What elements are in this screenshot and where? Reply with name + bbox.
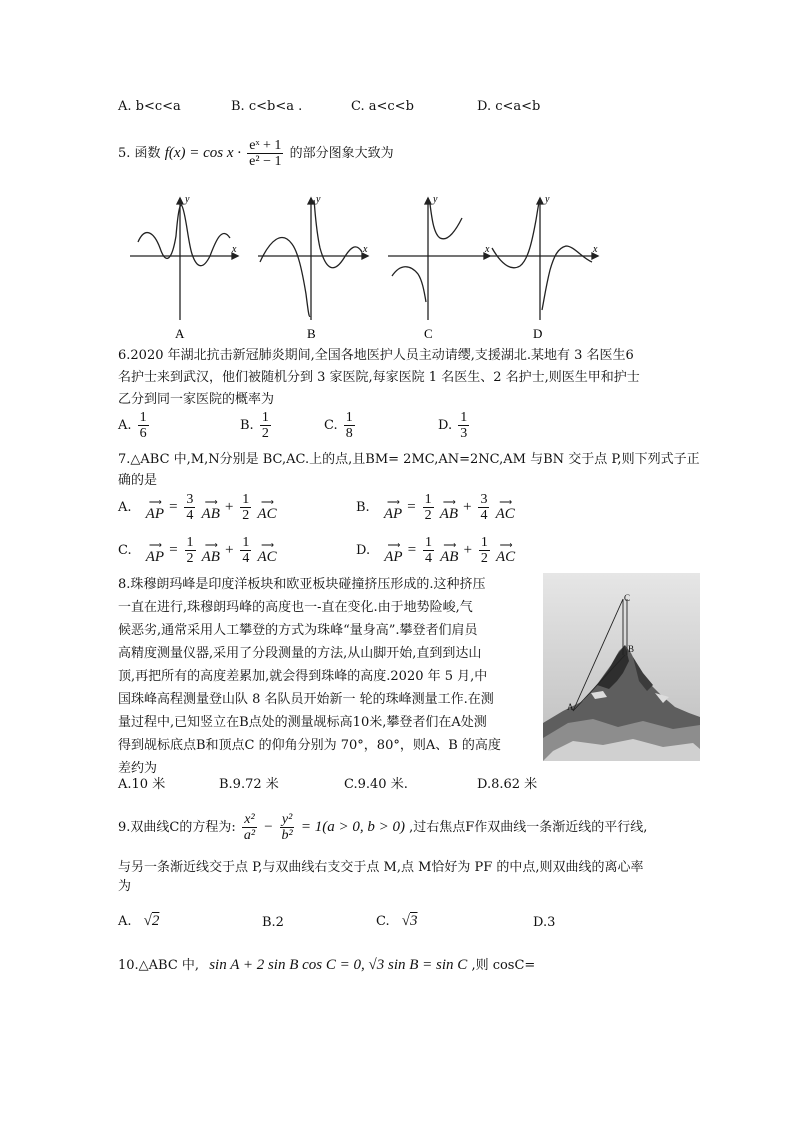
- q8-line-6: 国珠峰高程测量登山队 8 名队员开始新一 轮的珠峰测量工作.在测: [118, 692, 494, 707]
- q9-frac-x: $\frac{\text{x²}}{\text{a²}}$: [243, 812, 256, 843]
- q8-line-3: 候恶劣,通常采用人工攀登的方式为珠峰“量身高”.攀登者们肩员: [118, 623, 478, 638]
- q9-prefix: 9.双曲线C的方程为:: [118, 820, 236, 835]
- q8-label-c: C: [624, 593, 631, 603]
- graph-b: [258, 198, 368, 320]
- q8-label-a: A: [567, 702, 574, 712]
- q5-fraction: [247, 138, 283, 169]
- q8-line-5: 顶,再把所有的高度差累加,就会得到珠峰的高度.2020 年 5 月,中: [118, 669, 488, 684]
- q8-option-d: D.8.62 米: [477, 777, 538, 792]
- q9-option-d: D.3: [533, 915, 556, 930]
- q6-option-d: [438, 410, 471, 441]
- graph-d-y-label: y: [545, 194, 550, 205]
- q8-line-9: 差约为: [118, 761, 158, 776]
- q7-option-a-label: A.: [118, 500, 132, 515]
- q7-option-d: D. ⟶ AP = $\frac{1}{4}$ ⟶ AB + $\frac{1}{2}$ ⟶ AC: [356, 535, 516, 566]
- graph-a-y-label: y: [185, 194, 190, 205]
- graph-b-y-label: y: [316, 194, 321, 205]
- q4-option-a: A. b<c<a: [118, 99, 181, 114]
- q8-option-c: C.9.40 米.: [344, 777, 408, 792]
- graph-d-x-label: x: [593, 244, 598, 255]
- q8-option-a: A.10 米: [118, 777, 166, 792]
- graph-a-label: A: [175, 326, 185, 341]
- graph-b-x-label: x: [363, 244, 368, 255]
- q4-option-b: B. c<b<a .: [231, 99, 303, 114]
- q6-line-2: 名护士来到武汉，他们被随机分到 3 家医院,每家医院 1 名医生、2 名护士,则医生甲和护士: [118, 370, 640, 385]
- q6-option-a-frac: $\frac{1}{6}$: [139, 410, 147, 441]
- graph-d-label: D: [533, 326, 543, 341]
- q5-suffix: 的部分图象大致为: [289, 146, 394, 161]
- q8-mountain-figure: [543, 573, 700, 761]
- q5-frac-den: e² − 1: [249, 154, 282, 169]
- q7-line-2: 确的是: [118, 473, 158, 488]
- q6-option-b-label: B.: [240, 418, 254, 433]
- q5-prefix: 5. 函数: [118, 146, 161, 161]
- graph-b-label: B: [307, 326, 316, 341]
- q8-line-8: 得到觇标底点B和顶点C 的仰角分别为 70°，80°，则A、B 的高度: [118, 738, 501, 753]
- q5-stem: [118, 138, 394, 169]
- q5-function: f(x) = cos x ·: [164, 145, 242, 161]
- graph-a: [130, 198, 238, 320]
- q8-line-1: 8.珠穆朗玛峰是印度洋板块和欧亚板块碰撞挤压形成的.这种挤压: [118, 577, 486, 592]
- q8-option-b: B.9.72 米: [219, 777, 279, 792]
- q5-frac-num: eˣ + 1: [249, 138, 282, 153]
- q9-line-2: 与另一条渐近线交于点 P,与双曲线右支交于点 M,点 M恰好为 PF 的中点,则双曲线的离心率: [118, 860, 644, 875]
- q6-line-3: 乙分到同一家医院的概率为: [118, 392, 275, 407]
- q4-option-d: D. c<a<b: [477, 99, 541, 114]
- q8-line-2: 一直在进行,珠穆朗玛峰的高度也一-直在变化.由于地势险峻,气: [118, 600, 473, 615]
- graph-a-x-label: x: [232, 244, 237, 255]
- q9-equation: = 1(a > 0, b > 0): [300, 819, 405, 835]
- q7-option-c: C. ⟶ AP = $\frac{1}{2}$ ⟶ AB + $\frac{1}{4}$ ⟶ AC: [118, 535, 277, 566]
- q9-option-c: C. √3: [376, 913, 418, 929]
- q8-line-7: 量过程中,已知竖立在B点处的测量觇标高10米,攀登者们在A处测: [118, 715, 487, 730]
- q4-option-c: C. a<c<b: [351, 99, 414, 114]
- graph-c-label: C: [424, 326, 433, 341]
- graph-c-x-label: x: [485, 244, 490, 255]
- q6-option-d-label: D.: [438, 418, 453, 433]
- q6-option-a: [118, 410, 151, 441]
- q7-option-b-label: B.: [356, 500, 370, 515]
- q10-stem: [118, 955, 535, 976]
- q6-option-c-frac: $\frac{1}{8}$: [345, 410, 353, 441]
- graph-c-y-label: y: [433, 194, 438, 205]
- q10-equation: sin A + 2 sin B cos C = 0, √3 sin B = sin C: [209, 957, 468, 973]
- q7-option-a: A. ⟶ AP = $\frac{3}{4}$ ⟶ AB + $\frac{1}{2}$ ⟶ AC: [118, 492, 277, 523]
- q6-option-d-frac: $\frac{1}{3}$: [460, 410, 468, 441]
- q9-line-3: 为: [118, 879, 132, 894]
- q7-option-b: B. ⟶ AP = $\frac{1}{2}$ ⟶ AB + $\frac{3}{4}$ ⟶ AC: [356, 492, 515, 523]
- q7-option-c-label: C.: [118, 543, 132, 558]
- graph-d: [490, 198, 598, 320]
- q6-option-b: [240, 410, 273, 441]
- graph-c: [388, 198, 490, 320]
- q7-line-1: 7.△ABC 中,M,N分别是 BC,AC.上的点,且BM= 2MC,AN=2NC,AM 与BN 交于点 P,则下列式子正: [118, 452, 700, 467]
- q6-option-b-frac: $\frac{1}{2}$: [261, 410, 269, 441]
- q9-stem: 9.双曲线C的方程为: $\frac{\text{x²}}{\text{a²}}$ − $\frac{\text{y²}}{\text{b²}}$ = 1(a > 0, b > 0) ,过右焦点F作双曲线一条渐近线的平行线,: [118, 812, 648, 843]
- q10-prefix: 10.△ABC 中,: [118, 958, 200, 973]
- q8-line-4: 高精度测量仪器,采用了分段测量的方法,从山脚开始,直到到达山: [118, 646, 482, 661]
- q9-option-a: A. √2: [118, 913, 160, 929]
- q8-label-b: B: [628, 644, 635, 654]
- q6-option-c-label: C.: [324, 418, 338, 433]
- q6-option-a-label: A.: [118, 418, 132, 433]
- q10-suffix: ,则 cosC=: [471, 958, 536, 973]
- q6-option-c: [324, 410, 357, 441]
- q9-option-b: B.2: [262, 915, 284, 930]
- q7-option-d-label: D.: [356, 543, 371, 558]
- q9-frac-y: $\frac{\text{y²}}{\text{b²}}$: [281, 812, 293, 843]
- q6-line-1: 6.2020 年湖北抗击新冠肺炎期间,全国各地医护人员主动请缨,支援湖北.某地有 3 名医生6: [118, 348, 634, 363]
- q9-after: ,过右焦点F作双曲线一条渐近线的平行线,: [409, 820, 648, 835]
- q5-graphs: [130, 190, 610, 345]
